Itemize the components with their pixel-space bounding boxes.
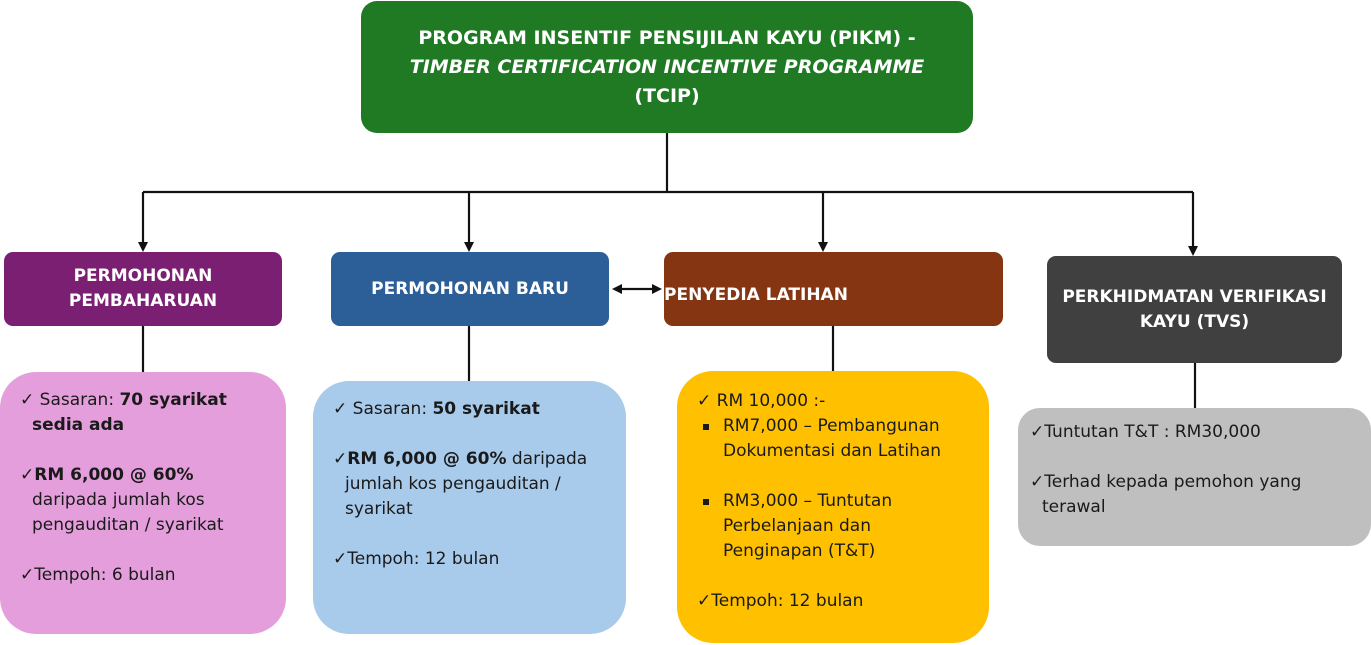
renewal-header-line-1: PERMOHONAN (73, 266, 213, 286)
duration-text: Tempoh: 12 bulan (711, 591, 864, 611)
target-prefix: Sasaran: (39, 390, 120, 410)
timber-verification-header (1047, 256, 1342, 363)
new-duration (333, 547, 614, 572)
tvs-header-line-2: KAYU (TVS) (1139, 311, 1250, 332)
sub-item-2-line-2: Perbelanjaan dan (723, 516, 871, 536)
renewal-header-line-2: PEMBAHARUAN (68, 291, 218, 311)
renewal-target (20, 388, 274, 413)
target-value-line-2: sedia ada (32, 415, 125, 435)
title-line-1: PROGRAM INSENTIF PENSIJILAN KAYU (PIKM) - (418, 26, 916, 49)
tvs-limit (1030, 470, 1359, 495)
renewal-details-card (0, 372, 286, 634)
sub-item-2-line-1: RM3,000 – Tuntutan (723, 491, 893, 511)
limit-line-1: Terhad kepada pemohon yang (1044, 472, 1302, 492)
new-target (333, 397, 614, 422)
check-icon: ✓ (333, 449, 348, 469)
check-icon: ✓ (333, 549, 348, 569)
sub-item-1-line-1: RM7,000 – Pembangunan (723, 416, 940, 436)
title-line-2: TIMBER CERTIFICATION INCENTIVE PROGRAMME (409, 55, 925, 78)
square-bullet-icon (703, 499, 709, 505)
renewal-amount (20, 463, 274, 488)
limit-line-2: terawal (1042, 497, 1106, 517)
renewal-duration (20, 563, 274, 588)
renewal-target-line-2 (20, 413, 274, 438)
amount-rest: daripada (506, 449, 588, 469)
training-duration (697, 589, 977, 614)
training-sub-item-2 (697, 489, 977, 564)
double-arrow-left-head (612, 284, 622, 294)
duration-text: Tempoh: 6 bulan (34, 565, 176, 585)
amount-line-2: jumlah kos pengauditan / (345, 474, 561, 494)
duration-text: Tempoh: 12 bulan (347, 549, 500, 569)
target-value: 70 syarikat (119, 390, 227, 410)
amount-line-3: syarikat (345, 499, 413, 519)
check-icon: ✓ (20, 390, 35, 410)
program-title-box (361, 1, 973, 133)
check-icon: ✓ (333, 399, 348, 419)
amount-value: RM 6,000 @ 60% (347, 449, 507, 469)
check-icon: ✓ (1030, 422, 1045, 442)
check-icon: ✓ (20, 465, 35, 485)
new-application-header-label: PERMOHONAN BARU (371, 278, 569, 299)
tvs-claim (1030, 420, 1359, 445)
title-line-3: (TCIP) (634, 84, 700, 107)
new-application-details-card (313, 381, 626, 634)
target-value: 50 syarikat (432, 399, 540, 419)
tvs-header-line-1: PERKHIDMATAN VERIFIKASI (1062, 286, 1327, 307)
sub-item-1-line-2: Dokumentasi dan Latihan (723, 441, 942, 461)
check-icon: ✓ (1030, 472, 1045, 492)
total-text: RM 10,000 :- (716, 391, 826, 411)
check-icon: ✓ (697, 591, 712, 611)
amount-line-3: pengauditan / syarikat (32, 515, 224, 535)
new-amount (333, 447, 614, 472)
square-bullet-icon (703, 424, 709, 430)
tvs-details-card (1018, 408, 1371, 546)
training-provider-details-card (677, 371, 989, 643)
training-provider-header (664, 252, 1003, 326)
check-icon: ✓ (697, 391, 712, 411)
sub-item-2-line-3: Penginapan (T&T) (723, 541, 876, 561)
renewal-application-header (4, 252, 282, 326)
training-sub-item-1 (697, 414, 977, 464)
amount-value: RM 6,000 @ 60% (34, 465, 194, 485)
target-prefix: Sasaran: (352, 399, 433, 419)
training-provider-header-label: PENYEDIA LATIHAN (664, 284, 848, 305)
check-icon: ✓ (20, 565, 35, 585)
training-total (697, 389, 977, 414)
new-application-header (331, 252, 609, 326)
claim-text: Tuntutan T&T : RM30,000 (1044, 422, 1261, 442)
amount-line-2: daripada jumlah kos (32, 490, 205, 510)
